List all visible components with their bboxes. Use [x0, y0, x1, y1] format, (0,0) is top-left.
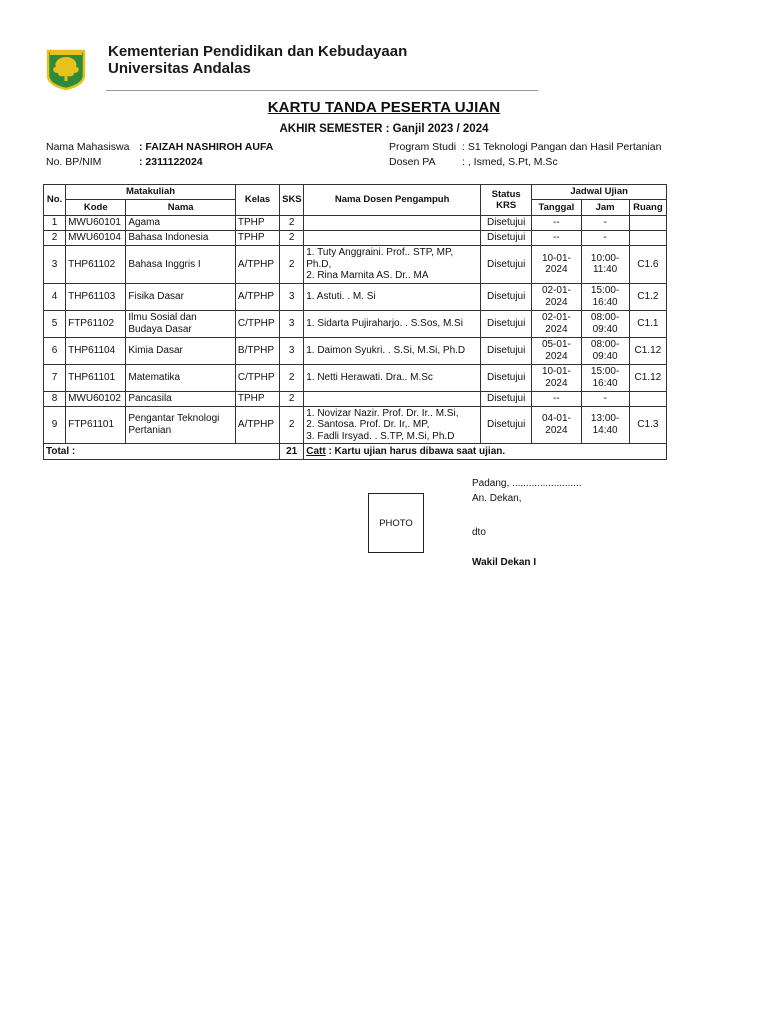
table-row — [44, 391, 667, 406]
table-row — [44, 216, 667, 231]
row-no: 7 — [44, 364, 66, 391]
row-dosen: 1. Tuty Anggraini. Prof.. STP, MP, Ph.D, 2. Rina Marnita AS. Dr.. MA — [304, 246, 481, 284]
row-jam: 08:00- 09:40 — [581, 337, 629, 364]
name-label: Nama Mahasiswa — [46, 141, 130, 153]
row-dosen: 1. Sidarta Pujiraharjo. . S.Sos, M.Si — [304, 310, 481, 337]
row-no: 5 — [44, 310, 66, 337]
row-no: 2 — [44, 231, 66, 246]
exam-schedule-table — [43, 184, 667, 460]
row-nama: Fisika Dasar — [126, 283, 236, 310]
row-kelas: TPHP — [235, 231, 279, 246]
table-row — [44, 246, 667, 284]
row-sks: 2 — [280, 231, 304, 246]
advisor-value: : , Ismed, S.Pt, M.Sc — [462, 156, 558, 168]
row-jam: 10:00- 11:40 — [581, 246, 629, 284]
exam-note: Catt : Kartu ujian harus dibawa saat ujian. — [304, 444, 667, 460]
header-kelas: Kelas — [235, 185, 279, 216]
row-jam: 15:00- 16:40 — [581, 364, 629, 391]
row-kode: MWU60102 — [66, 391, 126, 406]
row-nama: Matematika — [126, 364, 236, 391]
row-tanggal: -- — [532, 391, 581, 406]
row-nama: Bahasa Indonesia — [126, 231, 236, 246]
row-status: Disetujui — [481, 406, 532, 444]
row-tanggal: 10-01- 2024 — [532, 246, 581, 284]
program-label: Program Studi — [389, 141, 457, 153]
header-kode: Kode — [66, 200, 126, 216]
total-label: Total : — [44, 444, 280, 460]
row-nama: Agama — [126, 216, 236, 231]
header-no: No. — [44, 185, 66, 216]
header-jam: Jam — [581, 200, 629, 216]
row-dosen: 1. Novizar Nazir. Prof. Dr. Ir.. M.Si, 2. Santosa. Prof. Dr. Ir,. MP, 3. Fadli Irsyad. . S.TP, M.Si, Ph.D — [304, 406, 481, 444]
row-nama: Bahasa Inggris I — [126, 246, 236, 284]
row-kode: THP61101 — [66, 364, 126, 391]
row-tanggal: -- — [532, 231, 581, 246]
header-tanggal: Tanggal — [532, 200, 581, 216]
row-status: Disetujui — [481, 216, 532, 231]
row-ruang: C1.2 — [629, 283, 666, 310]
row-sks: 2 — [280, 216, 304, 231]
row-ruang: C1.6 — [629, 246, 666, 284]
row-sks: 2 — [280, 391, 304, 406]
row-dosen — [304, 216, 481, 231]
advisor-label: Dosen PA — [389, 156, 436, 168]
row-status: Disetujui — [481, 231, 532, 246]
row-sks: 3 — [280, 337, 304, 364]
nim-label: No. BP/NIM — [46, 156, 102, 168]
name-value: : FAIZAH NASHIROH AUFA — [139, 141, 274, 153]
row-ruang: C1.1 — [629, 310, 666, 337]
row-status: Disetujui — [481, 391, 532, 406]
row-dosen: 1. Astuti. . M. Si — [304, 283, 481, 310]
total-sks: 21 — [280, 444, 304, 460]
row-kelas: TPHP — [235, 216, 279, 231]
row-kode: THP61103 — [66, 283, 126, 310]
header-matakuliah: Matakuliah — [66, 185, 236, 200]
row-kelas: A/TPHP — [235, 283, 279, 310]
row-dosen: 1. Daimon Syukri. . S.Si, M.Si, Ph.D — [304, 337, 481, 364]
row-nama: Pancasila — [126, 391, 236, 406]
row-jam: - — [581, 231, 629, 246]
row-jam: 08:00- 09:40 — [581, 310, 629, 337]
institution-ministry: Kementerian Pendidikan dan Kebudayaan — [108, 43, 408, 60]
header-jadwal: Jadwal Ujian — [532, 185, 667, 200]
row-no: 3 — [44, 246, 66, 284]
place-date: Padang, ......................... — [472, 478, 582, 489]
row-status: Disetujui — [481, 246, 532, 284]
row-kode: MWU60101 — [66, 216, 126, 231]
row-kelas: C/TPHP — [235, 364, 279, 391]
row-dosen: 1. Netti Herawati. Dra.. M.Sc — [304, 364, 481, 391]
row-nama: Pengantar Teknologi Pertanian — [126, 406, 236, 444]
row-jam: - — [581, 391, 629, 406]
header-sks: SKS — [280, 185, 304, 216]
table-row — [44, 337, 667, 364]
photo-box: PHOTO — [368, 493, 424, 553]
row-kode: THP61102 — [66, 246, 126, 284]
row-ruang — [629, 231, 666, 246]
row-no: 9 — [44, 406, 66, 444]
university-logo — [44, 47, 88, 91]
row-kelas: C/TPHP — [235, 310, 279, 337]
row-sks: 2 — [280, 406, 304, 444]
row-tanggal: -- — [532, 216, 581, 231]
header-divider — [106, 90, 538, 91]
row-kelas: A/TPHP — [235, 246, 279, 284]
dto-text: dto — [472, 527, 486, 538]
table-row — [44, 310, 667, 337]
row-status: Disetujui — [481, 310, 532, 337]
row-sks: 2 — [280, 364, 304, 391]
row-status: Disetujui — [481, 364, 532, 391]
document-subtitle: AKHIR SEMESTER : Ganjil 2023 / 2024 — [279, 123, 489, 135]
table-row — [44, 364, 667, 391]
row-tanggal: 04-01- 2024 — [532, 406, 581, 444]
header-nama: Nama — [126, 200, 236, 216]
row-ruang — [629, 216, 666, 231]
table-row — [44, 283, 667, 310]
nim-value: : 2311122024 — [139, 156, 203, 168]
row-tanggal: 02-01- 2024 — [532, 283, 581, 310]
row-tanggal: 02-01- 2024 — [532, 310, 581, 337]
row-jam: 15:00- 16:40 — [581, 283, 629, 310]
signer-title: Wakil Dekan I — [472, 557, 537, 568]
row-no: 8 — [44, 391, 66, 406]
row-dosen — [304, 391, 481, 406]
header-status: Status KRS — [481, 185, 532, 216]
row-ruang: C1.12 — [629, 337, 666, 364]
row-kelas: B/TPHP — [235, 337, 279, 364]
row-ruang — [629, 391, 666, 406]
row-sks: 2 — [280, 246, 304, 284]
document-title: KARTU TANDA PESERTA UJIAN — [267, 99, 501, 116]
row-jam: 13:00- 14:40 — [581, 406, 629, 444]
row-kelas: A/TPHP — [235, 406, 279, 444]
header-dosen: Nama Dosen Pengampuh — [304, 185, 481, 216]
institution-university: Universitas Andalas — [108, 60, 251, 77]
row-tanggal: 10-01- 2024 — [532, 364, 581, 391]
row-kode: FTP61101 — [66, 406, 126, 444]
row-kelas: TPHP — [235, 391, 279, 406]
row-kode: FTP61102 — [66, 310, 126, 337]
row-no: 1 — [44, 216, 66, 231]
row-no: 6 — [44, 337, 66, 364]
table-row — [44, 406, 667, 444]
program-value: : S1 Teknologi Pangan dan Hasil Pertanian — [462, 141, 662, 153]
row-nama: Kimia Dasar — [126, 337, 236, 364]
row-kode: THP61104 — [66, 337, 126, 364]
header-ruang: Ruang — [629, 200, 666, 216]
row-kode: MWU60104 — [66, 231, 126, 246]
row-dosen — [304, 231, 481, 246]
row-sks: 3 — [280, 283, 304, 310]
row-tanggal: 05-01- 2024 — [532, 337, 581, 364]
row-ruang: C1.12 — [629, 364, 666, 391]
row-status: Disetujui — [481, 283, 532, 310]
row-ruang: C1.3 — [629, 406, 666, 444]
row-status: Disetujui — [481, 337, 532, 364]
row-sks: 3 — [280, 310, 304, 337]
table-row — [44, 231, 667, 246]
row-nama: Ilmu Sosial dan Budaya Dasar — [126, 310, 236, 337]
on-behalf: An. Dekan, — [472, 493, 522, 504]
row-no: 4 — [44, 283, 66, 310]
row-jam: - — [581, 216, 629, 231]
